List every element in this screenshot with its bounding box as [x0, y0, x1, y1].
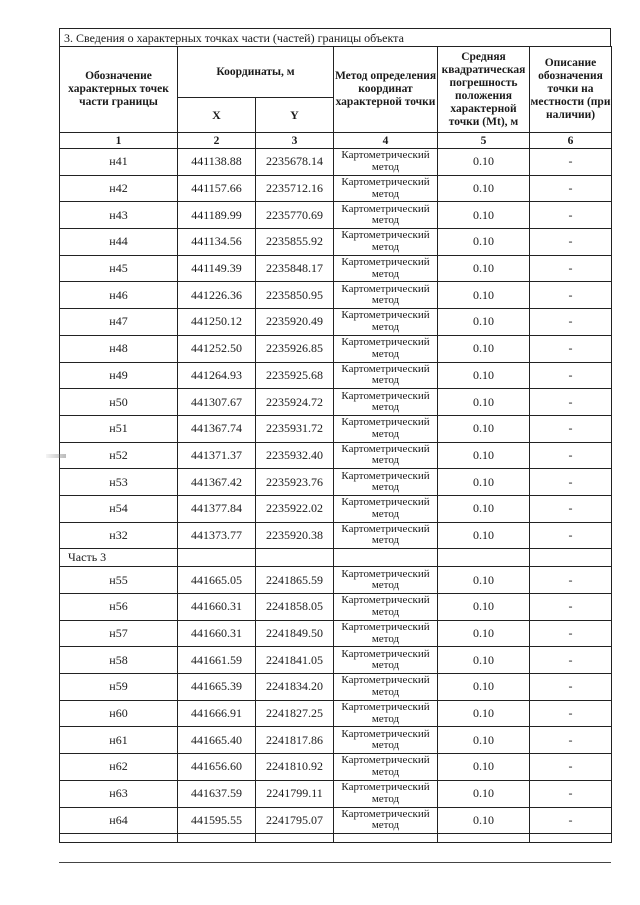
- description-cell: -: [530, 567, 612, 594]
- method-cell: Картометрический метод: [334, 647, 438, 674]
- column-number: 6: [530, 133, 612, 149]
- method-cell: Картометрический метод: [334, 700, 438, 727]
- y-coordinate-cell: 2235850.95: [256, 282, 334, 309]
- table-row: [60, 567, 612, 594]
- method-cell: Картометрический метод: [334, 674, 438, 701]
- description-cell: -: [530, 415, 612, 442]
- description-cell: -: [530, 807, 612, 834]
- table-row: [60, 522, 612, 549]
- y-coordinate-cell: 2241810.92: [256, 754, 334, 781]
- point-cell: н59: [60, 674, 178, 701]
- table-header: [60, 47, 612, 149]
- header-description: Описание обозначения точки на местности (при наличии): [530, 47, 612, 133]
- x-coordinate-cell: 441307.67: [178, 389, 256, 416]
- point-cell: н51: [60, 415, 178, 442]
- mean-error-cell: 0.10: [438, 567, 530, 594]
- method-cell: Картометрический метод: [334, 522, 438, 549]
- mean-error-cell: 0.10: [438, 229, 530, 256]
- description-cell: -: [530, 700, 612, 727]
- description-cell: -: [530, 469, 612, 496]
- table-row: [60, 780, 612, 807]
- table-row: [60, 389, 612, 416]
- table-row: [60, 149, 612, 176]
- point-cell: н49: [60, 362, 178, 389]
- method-cell: Картометрический метод: [334, 807, 438, 834]
- mean-error-cell: 0.10: [438, 674, 530, 701]
- description-cell: -: [530, 495, 612, 522]
- mean-error-cell: 0.10: [438, 647, 530, 674]
- table-row: [60, 495, 612, 522]
- description-cell: -: [530, 754, 612, 781]
- method-cell: Картометрический метод: [334, 282, 438, 309]
- method-cell: Картометрический метод: [334, 309, 438, 336]
- description-cell: -: [530, 389, 612, 416]
- column-number-row: [60, 133, 612, 149]
- x-coordinate-cell: 441157.66: [178, 175, 256, 202]
- method-cell: Картометрический метод: [334, 469, 438, 496]
- header-x: X: [178, 98, 256, 133]
- scan-margin-mark: [46, 454, 66, 458]
- part-row: [60, 549, 612, 567]
- method-cell: Картометрический метод: [334, 255, 438, 282]
- description-cell: -: [530, 255, 612, 282]
- point-cell: н42: [60, 175, 178, 202]
- x-coordinate-cell: 441367.74: [178, 415, 256, 442]
- table-row: [60, 309, 612, 336]
- table-row: [60, 282, 612, 309]
- point-cell: н48: [60, 335, 178, 362]
- table-row: [60, 807, 612, 834]
- method-cell: Картометрический метод: [334, 335, 438, 362]
- table-row: [60, 442, 612, 469]
- x-coordinate-cell: 441661.59: [178, 647, 256, 674]
- point-cell: н62: [60, 754, 178, 781]
- mean-error-cell: 0.10: [438, 727, 530, 754]
- x-coordinate-cell: 441665.05: [178, 567, 256, 594]
- mean-error-cell: 0.10: [438, 282, 530, 309]
- point-cell: н57: [60, 620, 178, 647]
- point-cell: н50: [60, 389, 178, 416]
- y-coordinate-cell: 2241799.11: [256, 780, 334, 807]
- header-mean-error: Средняя квадратическая погрешность положения характерной точки (Mt), м: [438, 47, 530, 133]
- y-coordinate-cell: 2241817.86: [256, 727, 334, 754]
- y-coordinate-cell: 2235920.38: [256, 522, 334, 549]
- x-coordinate-cell: 441250.12: [178, 309, 256, 336]
- point-cell: н58: [60, 647, 178, 674]
- y-coordinate-cell: 2235848.17: [256, 255, 334, 282]
- column-number: 2: [178, 133, 256, 149]
- x-coordinate-cell: 441134.56: [178, 229, 256, 256]
- description-cell: -: [530, 282, 612, 309]
- description-cell: -: [530, 727, 612, 754]
- mean-error-cell: 0.10: [438, 335, 530, 362]
- description-cell: -: [530, 202, 612, 229]
- mean-error-cell: 0.10: [438, 255, 530, 282]
- mean-error-cell: 0.10: [438, 495, 530, 522]
- x-coordinate-cell: 441660.31: [178, 620, 256, 647]
- description-cell: -: [530, 309, 612, 336]
- y-coordinate-cell: 2241841.05: [256, 647, 334, 674]
- mean-error-cell: 0.10: [438, 522, 530, 549]
- table-row: [60, 700, 612, 727]
- description-cell: -: [530, 442, 612, 469]
- mean-error-cell: 0.10: [438, 415, 530, 442]
- point-cell: н60: [60, 700, 178, 727]
- method-cell: Картометрический метод: [334, 415, 438, 442]
- table-row: [60, 727, 612, 754]
- mean-error-cell: 0.10: [438, 442, 530, 469]
- point-cell: н32: [60, 522, 178, 549]
- column-number: 3: [256, 133, 334, 149]
- method-cell: Картометрический метод: [334, 727, 438, 754]
- description-cell: -: [530, 229, 612, 256]
- x-coordinate-cell: 441252.50: [178, 335, 256, 362]
- mean-error-cell: 0.10: [438, 700, 530, 727]
- mean-error-cell: 0.10: [438, 469, 530, 496]
- x-coordinate-cell: 441367.42: [178, 469, 256, 496]
- x-coordinate-cell: 441665.40: [178, 727, 256, 754]
- method-cell: Картометрический метод: [334, 567, 438, 594]
- y-coordinate-cell: 2235920.49: [256, 309, 334, 336]
- description-cell: -: [530, 647, 612, 674]
- y-coordinate-cell: 2241834.20: [256, 674, 334, 701]
- mean-error-cell: 0.10: [438, 309, 530, 336]
- mean-error-cell: 0.10: [438, 807, 530, 834]
- point-cell: н43: [60, 202, 178, 229]
- table-row: [60, 202, 612, 229]
- table-row: [60, 647, 612, 674]
- part-label: Часть 3: [60, 549, 178, 567]
- x-coordinate-cell: 441371.37: [178, 442, 256, 469]
- table-row: [60, 175, 612, 202]
- footer-rule: [59, 862, 611, 863]
- x-coordinate-cell: 441665.39: [178, 674, 256, 701]
- column-number: 1: [60, 133, 178, 149]
- point-cell: н52: [60, 442, 178, 469]
- point-cell: н45: [60, 255, 178, 282]
- mean-error-cell: 0.10: [438, 620, 530, 647]
- y-coordinate-cell: 2235678.14: [256, 149, 334, 176]
- rows-part-b: [60, 567, 612, 834]
- method-cell: Картометрический метод: [334, 780, 438, 807]
- method-cell: Картометрический метод: [334, 754, 438, 781]
- y-coordinate-cell: 2235923.76: [256, 469, 334, 496]
- x-coordinate-cell: 441377.84: [178, 495, 256, 522]
- point-cell: н53: [60, 469, 178, 496]
- point-cell: н46: [60, 282, 178, 309]
- x-coordinate-cell: 441189.99: [178, 202, 256, 229]
- table-row: [60, 594, 612, 621]
- point-cell: н54: [60, 495, 178, 522]
- table-row: [60, 362, 612, 389]
- y-coordinate-cell: 2235924.72: [256, 389, 334, 416]
- point-cell: н64: [60, 807, 178, 834]
- part-separator: [60, 549, 612, 567]
- rows-part-a: [60, 149, 612, 549]
- mean-error-cell: 0.10: [438, 175, 530, 202]
- table-row: [60, 620, 612, 647]
- y-coordinate-cell: 2235770.69: [256, 202, 334, 229]
- description-cell: -: [530, 335, 612, 362]
- x-coordinate-cell: 441637.59: [178, 780, 256, 807]
- description-cell: -: [530, 175, 612, 202]
- y-coordinate-cell: 2235712.16: [256, 175, 334, 202]
- y-coordinate-cell: 2241865.59: [256, 567, 334, 594]
- table-row: [60, 415, 612, 442]
- x-coordinate-cell: 441264.93: [178, 362, 256, 389]
- x-coordinate-cell: 441138.88: [178, 149, 256, 176]
- document-sheet: [59, 28, 611, 843]
- point-cell: н47: [60, 309, 178, 336]
- method-cell: Картометрический метод: [334, 389, 438, 416]
- point-cell: н61: [60, 727, 178, 754]
- table-tail-row: [60, 834, 612, 843]
- description-cell: -: [530, 594, 612, 621]
- mean-error-cell: 0.10: [438, 389, 530, 416]
- x-coordinate-cell: 441666.91: [178, 700, 256, 727]
- method-cell: Картометрический метод: [334, 229, 438, 256]
- x-coordinate-cell: 441656.60: [178, 754, 256, 781]
- method-cell: Картометрический метод: [334, 495, 438, 522]
- y-coordinate-cell: 2235855.92: [256, 229, 334, 256]
- description-cell: -: [530, 149, 612, 176]
- boundary-points-table: [59, 46, 612, 843]
- y-coordinate-cell: 2235925.68: [256, 362, 334, 389]
- table-row: [60, 754, 612, 781]
- column-number: 5: [438, 133, 530, 149]
- description-cell: -: [530, 674, 612, 701]
- header-method: Метод определения координат характерной точки: [334, 47, 438, 133]
- point-cell: н41: [60, 149, 178, 176]
- x-coordinate-cell: 441226.36: [178, 282, 256, 309]
- description-cell: -: [530, 522, 612, 549]
- header-coordinates: Координаты, м: [178, 47, 334, 98]
- mean-error-cell: 0.10: [438, 202, 530, 229]
- table-row: [60, 255, 612, 282]
- x-coordinate-cell: 441373.77: [178, 522, 256, 549]
- point-cell: н44: [60, 229, 178, 256]
- method-cell: Картометрический метод: [334, 175, 438, 202]
- mean-error-cell: 0.10: [438, 149, 530, 176]
- table-row: [60, 674, 612, 701]
- column-number: 4: [334, 133, 438, 149]
- point-cell: н55: [60, 567, 178, 594]
- x-coordinate-cell: 441660.31: [178, 594, 256, 621]
- table-row: [60, 229, 612, 256]
- description-cell: -: [530, 620, 612, 647]
- mean-error-cell: 0.10: [438, 594, 530, 621]
- x-coordinate-cell: 441595.55: [178, 807, 256, 834]
- mean-error-cell: 0.10: [438, 362, 530, 389]
- method-cell: Картометрический метод: [334, 620, 438, 647]
- table-row: [60, 335, 612, 362]
- y-coordinate-cell: 2235931.72: [256, 415, 334, 442]
- y-coordinate-cell: 2241858.05: [256, 594, 334, 621]
- y-coordinate-cell: 2241827.25: [256, 700, 334, 727]
- y-coordinate-cell: 2241795.07: [256, 807, 334, 834]
- y-coordinate-cell: 2235922.02: [256, 495, 334, 522]
- method-cell: Картометрический метод: [334, 149, 438, 176]
- y-coordinate-cell: 2235932.40: [256, 442, 334, 469]
- description-cell: -: [530, 780, 612, 807]
- mean-error-cell: 0.10: [438, 780, 530, 807]
- method-cell: Картометрический метод: [334, 362, 438, 389]
- method-cell: Картометрический метод: [334, 594, 438, 621]
- y-coordinate-cell: 2241849.50: [256, 620, 334, 647]
- header-y: Y: [256, 98, 334, 133]
- y-coordinate-cell: 2235926.85: [256, 335, 334, 362]
- method-cell: Картометрический метод: [334, 442, 438, 469]
- point-cell: н56: [60, 594, 178, 621]
- description-cell: -: [530, 362, 612, 389]
- point-cell: н63: [60, 780, 178, 807]
- mean-error-cell: 0.10: [438, 754, 530, 781]
- section-title: 3. Сведения о характерных точках части (частей) границы объекта: [59, 28, 611, 46]
- header-point-designation: Обозначение характерных точек части границы: [60, 47, 178, 133]
- table-row: [60, 469, 612, 496]
- method-cell: Картометрический метод: [334, 202, 438, 229]
- x-coordinate-cell: 441149.39: [178, 255, 256, 282]
